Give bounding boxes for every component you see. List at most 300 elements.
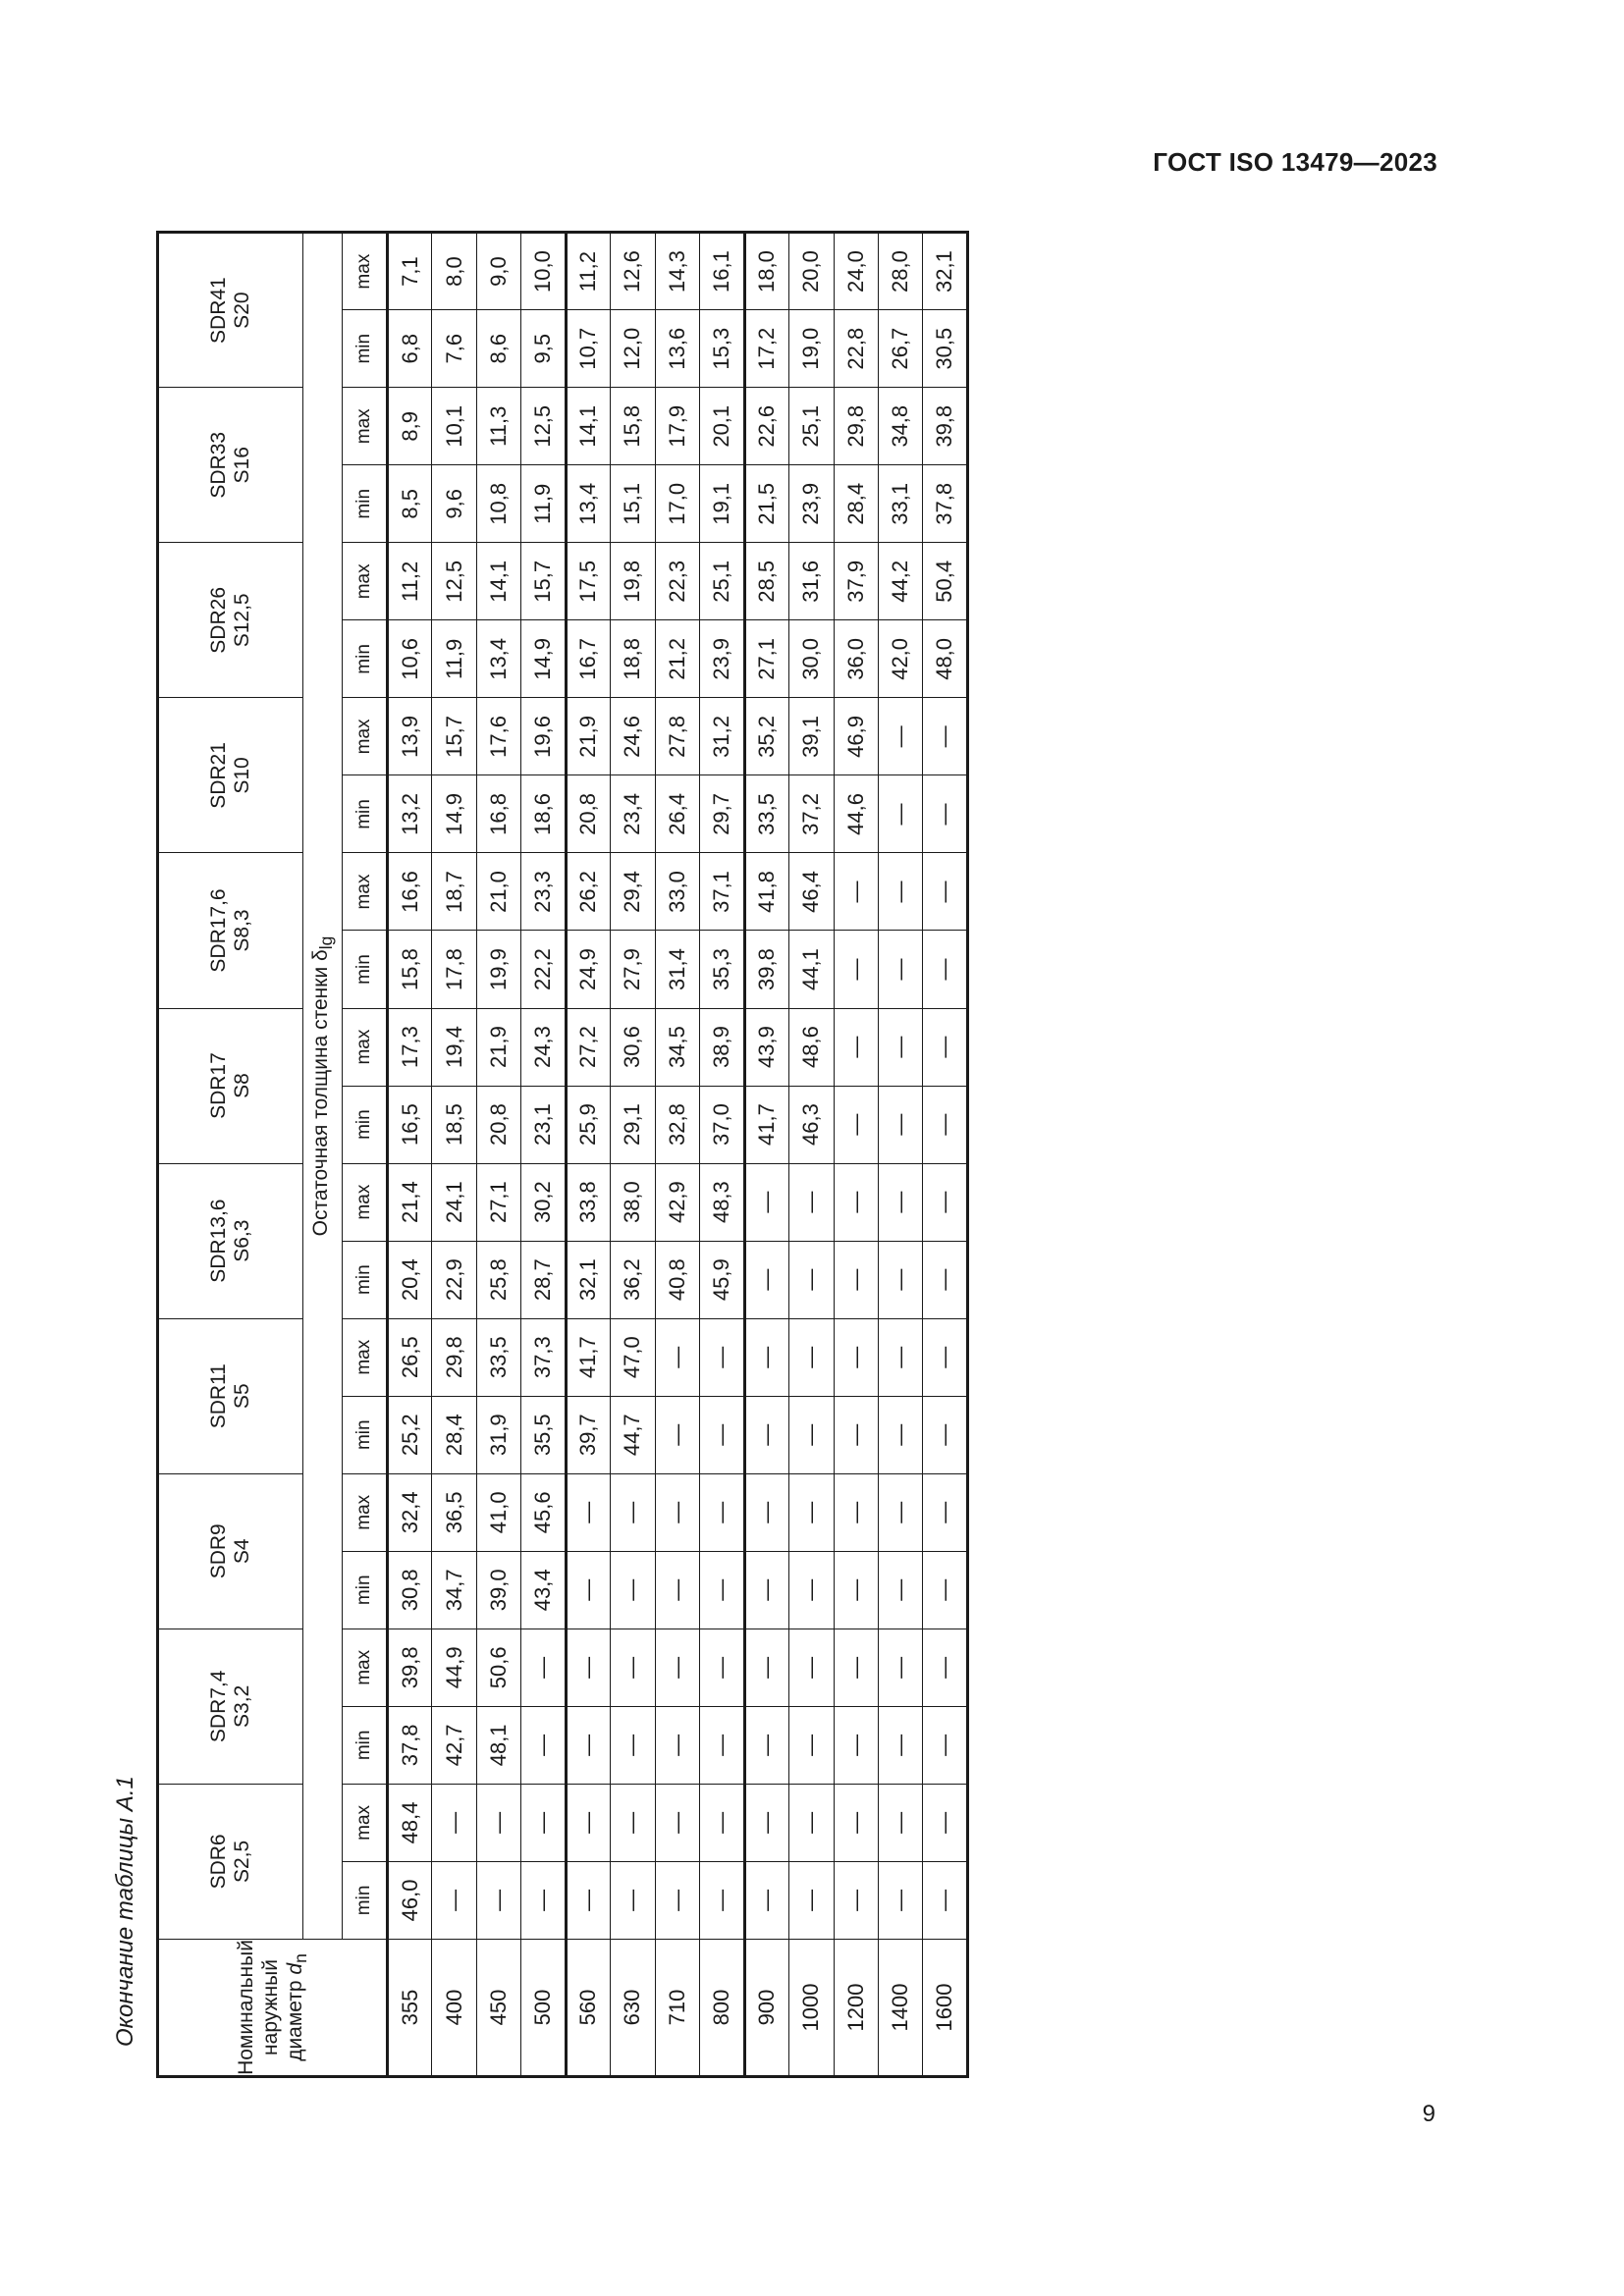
class-s: S12,5	[231, 593, 253, 648]
thickness-cell: 10,7	[566, 310, 610, 388]
thickness-cell: —	[923, 1551, 968, 1629]
thickness-cell: 44,7	[611, 1396, 655, 1473]
thickness-cell: 36,5	[432, 1473, 476, 1551]
thickness-cell: —	[744, 1551, 788, 1629]
thickness-cell: 10,1	[432, 388, 476, 465]
thickness-cell: 33,5	[476, 1318, 520, 1396]
thickness-cell: —	[700, 1629, 744, 1706]
thickness-cell: 25,1	[700, 543, 744, 620]
table-caption: Окончание таблицы А.1	[112, 1776, 138, 2047]
thickness-cell: 24,1	[432, 1163, 476, 1241]
thickness-cell: 14,9	[432, 775, 476, 853]
thickness-cell: 8,5	[388, 465, 432, 543]
thickness-cell: —	[923, 775, 968, 853]
thickness-cell: —	[878, 1706, 922, 1784]
thickness-cell: 36,2	[611, 1241, 655, 1318]
thickness-cell: 30,0	[789, 620, 834, 698]
class-s: S2,5	[231, 1840, 253, 1884]
thickness-cell: 37,8	[923, 465, 968, 543]
thickness-cell: 12,0	[611, 310, 655, 388]
thickness-cell: 34,5	[655, 1008, 699, 1086]
class-sdr: SDR7,4	[206, 1670, 230, 1743]
thickness-cell: —	[744, 1396, 788, 1473]
thickness-cell: 39,0	[476, 1551, 520, 1629]
thickness-cell: 23,1	[521, 1086, 566, 1163]
diameter-subscript: n	[291, 1953, 311, 1963]
thickness-cell: —	[744, 1241, 788, 1318]
class-sdr: SDR26	[206, 587, 230, 654]
class-header	[158, 388, 303, 543]
thickness-cell: 42,7	[432, 1706, 476, 1784]
min-header: min	[343, 1861, 388, 1939]
thickness-cell: —	[878, 1784, 922, 1861]
thickness-cell: 7,1	[388, 233, 432, 310]
thickness-cell: 16,5	[388, 1086, 432, 1163]
thickness-cell: —	[566, 1629, 610, 1706]
thickness-cell: —	[700, 1784, 744, 1861]
class-header	[158, 1318, 303, 1473]
thickness-cell: —	[923, 1629, 968, 1706]
thickness-cell: 11,2	[388, 543, 432, 620]
thickness-cell: 30,6	[611, 1008, 655, 1086]
table-row	[923, 233, 968, 2077]
thickness-cell: —	[834, 1086, 878, 1163]
thickness-cell: —	[655, 1706, 699, 1784]
table-row	[521, 233, 566, 2077]
thickness-cell: 13,6	[655, 310, 699, 388]
thickness-cell: —	[789, 1861, 834, 1939]
thickness-cell: 17,5	[566, 543, 610, 620]
thickness-cell: —	[923, 1318, 968, 1396]
max-header: max	[343, 698, 388, 775]
thickness-cell: —	[878, 1473, 922, 1551]
table-row	[476, 233, 520, 2077]
thickness-cell: —	[521, 1784, 566, 1861]
thickness-cell: 48,4	[388, 1784, 432, 1861]
thickness-cell: —	[744, 1784, 788, 1861]
diameter-cell: 1200	[834, 1939, 878, 2076]
thickness-cell: —	[655, 1396, 699, 1473]
thickness-cell: 24,0	[834, 233, 878, 310]
thickness-cell: 22,8	[834, 310, 878, 388]
diameter-header-line2: наружный	[258, 1959, 282, 2056]
thickness-cell: —	[923, 1241, 968, 1318]
class-sdr: SDR21	[206, 742, 230, 809]
thickness-cell: 17,8	[432, 931, 476, 1008]
thickness-cell: 46,9	[834, 698, 878, 775]
thickness-cell: 29,1	[611, 1086, 655, 1163]
class-s: S4	[231, 1538, 253, 1565]
thickness-cell: 39,1	[789, 698, 834, 775]
thickness-cell: 16,1	[700, 233, 744, 310]
thickness-cell: —	[834, 1629, 878, 1706]
rotated-table-wrapper	[156, 231, 969, 2078]
thickness-cell: 20,4	[388, 1241, 432, 1318]
thickness-cell: 20,1	[700, 388, 744, 465]
thickness-cell: 11,2	[566, 233, 610, 310]
thickness-cell: —	[878, 1086, 922, 1163]
thickness-cell: 16,8	[476, 775, 520, 853]
thickness-cell: 44,9	[432, 1629, 476, 1706]
thickness-cell: —	[834, 1784, 878, 1861]
thickness-cell: 37,2	[789, 775, 834, 853]
thickness-cell: —	[834, 931, 878, 1008]
thickness-cell: 48,6	[789, 1008, 834, 1086]
thickness-cell: —	[878, 1396, 922, 1473]
thickness-cell: —	[878, 1241, 922, 1318]
thickness-cell: 20,8	[566, 775, 610, 853]
thickness-cell: —	[611, 1706, 655, 1784]
thickness-cell: —	[744, 1706, 788, 1784]
thickness-cell: 41,7	[566, 1318, 610, 1396]
class-header	[158, 1473, 303, 1629]
thickness-cell: —	[744, 1318, 788, 1396]
thickness-cell: 38,0	[611, 1163, 655, 1241]
thickness-cell: 33,1	[878, 465, 922, 543]
thickness-cell: —	[611, 1551, 655, 1629]
class-header	[158, 853, 303, 1008]
class-sdr: SDR9	[206, 1523, 230, 1579]
thickness-cell: 31,6	[789, 543, 834, 620]
thickness-cell: 31,4	[655, 931, 699, 1008]
thickness-cell: —	[432, 1784, 476, 1861]
thickness-cell: —	[878, 1629, 922, 1706]
thickness-cell: 27,9	[611, 931, 655, 1008]
thickness-cell: —	[700, 1551, 744, 1629]
thickness-cell: 31,2	[700, 698, 744, 775]
thickness-cell: 17,0	[655, 465, 699, 543]
thickness-cell: 18,8	[611, 620, 655, 698]
thickness-cell: 33,5	[744, 775, 788, 853]
class-header	[158, 1784, 303, 1939]
thickness-cell: 35,2	[744, 698, 788, 775]
class-sdr: SDR17	[206, 1052, 230, 1119]
min-header: min	[343, 1086, 388, 1163]
diameter-cell: 355	[388, 1939, 432, 2076]
thickness-cell: —	[923, 698, 968, 775]
thickness-cell: 26,7	[878, 310, 922, 388]
thickness-cell: 41,8	[744, 853, 788, 931]
thickness-cell: 28,4	[432, 1396, 476, 1473]
thickness-cell: 19,1	[700, 465, 744, 543]
diameter-cell: 560	[566, 1939, 610, 2076]
thickness-cell: —	[878, 931, 922, 1008]
thickness-cell: 9,5	[521, 310, 566, 388]
thickness-cell: 35,5	[521, 1396, 566, 1473]
thickness-cell: —	[878, 1551, 922, 1629]
thickness-cell: —	[834, 853, 878, 931]
diameter-symbol: d	[284, 1962, 307, 1975]
class-header	[158, 698, 303, 853]
thickness-cell: 50,4	[923, 543, 968, 620]
max-header: max	[343, 1163, 388, 1241]
thickness-cell: 11,9	[432, 620, 476, 698]
thickness-cell: 10,6	[388, 620, 432, 698]
thickness-cell: —	[700, 1396, 744, 1473]
thickness-cell: —	[521, 1706, 566, 1784]
thickness-cell: 27,1	[476, 1163, 520, 1241]
max-header: max	[343, 1473, 388, 1551]
thickness-cell: 32,4	[388, 1473, 432, 1551]
max-header: max	[343, 543, 388, 620]
thickness-cell: —	[744, 1163, 788, 1241]
thickness-cell: 21,5	[744, 465, 788, 543]
thickness-cell: 32,1	[566, 1241, 610, 1318]
thickness-cell: 13,9	[388, 698, 432, 775]
thickness-cell: 28,7	[521, 1241, 566, 1318]
thickness-cell: 13,2	[388, 775, 432, 853]
thickness-cell: 41,7	[744, 1086, 788, 1163]
table-row	[655, 233, 699, 2077]
thickness-cell: 22,2	[521, 931, 566, 1008]
class-sdr: SDR17,6	[206, 888, 230, 973]
thickness-cell: —	[834, 1318, 878, 1396]
residual-thickness-header	[303, 233, 343, 1940]
thickness-cell: 20,0	[789, 233, 834, 310]
thickness-cell: —	[923, 931, 968, 1008]
thickness-cell: —	[700, 1706, 744, 1784]
diameter-header-line1: Номинальный	[234, 1940, 257, 2075]
max-header: max	[343, 1318, 388, 1396]
table-row	[700, 233, 744, 2077]
thickness-cell: —	[878, 775, 922, 853]
class-sdr: SDR11	[206, 1363, 230, 1429]
thickness-cell: 18,6	[521, 775, 566, 853]
thickness-cell: 45,6	[521, 1473, 566, 1551]
thickness-cell: 17,6	[476, 698, 520, 775]
thickness-cell: 19,6	[521, 698, 566, 775]
thickness-cell: —	[923, 1008, 968, 1086]
thickness-cell: 27,1	[744, 620, 788, 698]
thickness-cell: 23,3	[521, 853, 566, 931]
max-header: max	[343, 1784, 388, 1861]
thickness-cell: 14,3	[655, 233, 699, 310]
residual-subscript: lg	[315, 935, 336, 950]
thickness-cell: 28,5	[744, 543, 788, 620]
thickness-cell: 28,0	[878, 233, 922, 310]
thickness-cell: —	[655, 1473, 699, 1551]
thickness-cell: —	[611, 1629, 655, 1706]
thickness-cell: 41,0	[476, 1473, 520, 1551]
thickness-cell: 38,9	[700, 1008, 744, 1086]
thickness-cell: 27,8	[655, 698, 699, 775]
diameter-cell: 900	[744, 1939, 788, 2076]
class-sdr: SDR13,6	[206, 1199, 230, 1283]
thickness-cell: —	[923, 1861, 968, 1939]
max-header: max	[343, 233, 388, 310]
min-header: min	[343, 775, 388, 853]
thickness-cell: —	[700, 1861, 744, 1939]
thickness-cell: 39,7	[566, 1396, 610, 1473]
table-row	[611, 233, 655, 2077]
diameter-cell: 450	[476, 1939, 520, 2076]
table-row	[744, 233, 788, 2077]
thickness-cell: —	[566, 1784, 610, 1861]
thickness-cell: 47,0	[611, 1318, 655, 1396]
diameter-cell: 1400	[878, 1939, 922, 2076]
class-s: S10	[231, 757, 253, 794]
thickness-cell: —	[655, 1629, 699, 1706]
thickness-cell: —	[789, 1784, 834, 1861]
max-header: max	[343, 388, 388, 465]
page-number: 9	[1422, 2101, 1435, 2127]
thickness-cell: 46,4	[789, 853, 834, 931]
thickness-cell: 28,4	[834, 465, 878, 543]
table-row	[388, 233, 432, 2077]
max-header: max	[343, 1008, 388, 1086]
thickness-cell: 14,9	[521, 620, 566, 698]
thickness-cell: 19,4	[432, 1008, 476, 1086]
thickness-cell: 39,8	[744, 931, 788, 1008]
thickness-cell: 37,3	[521, 1318, 566, 1396]
thickness-cell: —	[878, 698, 922, 775]
wall-thickness-table	[156, 231, 969, 2078]
thickness-cell: —	[611, 1473, 655, 1551]
thickness-cell: 25,9	[566, 1086, 610, 1163]
thickness-cell: 24,9	[566, 931, 610, 1008]
thickness-cell: —	[655, 1784, 699, 1861]
thickness-cell: 29,8	[834, 388, 878, 465]
thickness-cell: —	[432, 1861, 476, 1939]
thickness-cell: —	[878, 1163, 922, 1241]
thickness-cell: 24,6	[611, 698, 655, 775]
thickness-cell: 21,0	[476, 853, 520, 931]
thickness-cell: 18,0	[744, 233, 788, 310]
thickness-cell: 34,7	[432, 1551, 476, 1629]
thickness-cell: —	[923, 1784, 968, 1861]
thickness-cell: 8,0	[432, 233, 476, 310]
thickness-cell: 15,8	[388, 931, 432, 1008]
thickness-cell: 15,8	[611, 388, 655, 465]
thickness-cell: 46,3	[789, 1086, 834, 1163]
thickness-cell: —	[521, 1861, 566, 1939]
min-header: min	[343, 1396, 388, 1473]
thickness-cell: 19,0	[789, 310, 834, 388]
diameter-cell: 1000	[789, 1939, 834, 2076]
thickness-cell: 22,9	[432, 1241, 476, 1318]
thickness-cell: —	[834, 1008, 878, 1086]
thickness-cell: 32,1	[923, 233, 968, 310]
thickness-cell: —	[476, 1861, 520, 1939]
thickness-cell: —	[834, 1861, 878, 1939]
thickness-cell: 32,8	[655, 1086, 699, 1163]
min-header: min	[343, 1551, 388, 1629]
class-sdr: SDR33	[206, 431, 230, 499]
diameter-header-line3: диаметр	[284, 1974, 307, 2061]
thickness-cell: 13,4	[566, 465, 610, 543]
thickness-cell: 30,2	[521, 1163, 566, 1241]
class-header	[158, 1163, 303, 1318]
thickness-cell: —	[789, 1629, 834, 1706]
thickness-cell: 22,3	[655, 543, 699, 620]
thickness-cell: 37,8	[388, 1706, 432, 1784]
residual-header-text: Остаточная толщина стенки	[308, 960, 332, 1237]
thickness-cell: 23,4	[611, 775, 655, 853]
thickness-cell: —	[789, 1318, 834, 1396]
thickness-cell: 8,6	[476, 310, 520, 388]
thickness-cell: 15,7	[521, 543, 566, 620]
thickness-cell: —	[655, 1551, 699, 1629]
thickness-cell: —	[789, 1551, 834, 1629]
thickness-cell: 44,6	[834, 775, 878, 853]
thickness-cell: 14,1	[476, 543, 520, 620]
thickness-cell: —	[655, 1861, 699, 1939]
thickness-cell: 35,3	[700, 931, 744, 1008]
thickness-cell: —	[566, 1473, 610, 1551]
thickness-cell: 29,4	[611, 853, 655, 931]
thickness-cell: —	[789, 1163, 834, 1241]
thickness-cell: —	[744, 1629, 788, 1706]
thickness-cell: 16,6	[388, 853, 432, 931]
residual-symbol: δ	[308, 949, 332, 961]
thickness-cell: —	[476, 1784, 520, 1861]
thickness-cell: —	[566, 1706, 610, 1784]
thickness-cell: 10,8	[476, 465, 520, 543]
thickness-cell: 50,6	[476, 1629, 520, 1706]
thickness-cell: 31,9	[476, 1396, 520, 1473]
class-s: S8,3	[231, 909, 253, 952]
thickness-cell: 44,2	[878, 543, 922, 620]
class-s: S8	[231, 1073, 253, 1098]
thickness-cell: —	[566, 1551, 610, 1629]
thickness-cell: —	[834, 1241, 878, 1318]
thickness-cell: —	[878, 853, 922, 931]
thickness-cell: —	[878, 1008, 922, 1086]
diameter-cell: 630	[611, 1939, 655, 2076]
class-header	[158, 233, 303, 388]
class-header	[158, 1008, 303, 1163]
thickness-cell: 34,8	[878, 388, 922, 465]
thickness-cell: 43,9	[744, 1008, 788, 1086]
thickness-cell: 6,8	[388, 310, 432, 388]
min-header: min	[343, 931, 388, 1008]
thickness-cell: 9,0	[476, 233, 520, 310]
thickness-cell: —	[789, 1706, 834, 1784]
class-s: S16	[231, 447, 253, 484]
thickness-cell: —	[566, 1861, 610, 1939]
diameter-cell: 710	[655, 1939, 699, 2076]
thickness-cell: 12,5	[432, 543, 476, 620]
thickness-cell: 18,5	[432, 1086, 476, 1163]
thickness-cell: 39,8	[923, 388, 968, 465]
thickness-cell: —	[789, 1396, 834, 1473]
table-row	[432, 233, 476, 2077]
thickness-cell: 25,1	[789, 388, 834, 465]
thickness-cell: 29,7	[700, 775, 744, 853]
table-row	[789, 233, 834, 2077]
thickness-cell: 44,1	[789, 931, 834, 1008]
class-header	[158, 1629, 303, 1784]
thickness-cell: 21,9	[476, 1008, 520, 1086]
thickness-cell: —	[700, 1473, 744, 1551]
thickness-cell: 37,0	[700, 1086, 744, 1163]
class-s: S6,3	[231, 1219, 253, 1262]
thickness-cell: 24,3	[521, 1008, 566, 1086]
class-s: S20	[231, 292, 253, 329]
thickness-cell: 17,3	[388, 1008, 432, 1086]
thickness-cell: —	[878, 1861, 922, 1939]
thickness-cell: 22,6	[744, 388, 788, 465]
thickness-cell: 46,0	[388, 1861, 432, 1939]
class-s: S5	[231, 1383, 253, 1410]
thickness-cell: —	[923, 1163, 968, 1241]
diameter-cell: 1600	[923, 1939, 968, 2076]
thickness-cell: 37,1	[700, 853, 744, 931]
thickness-cell: 21,2	[655, 620, 699, 698]
document-id: ГОСТ ISO 13479—2023	[1153, 147, 1437, 177]
max-header: max	[343, 853, 388, 931]
thickness-cell: —	[521, 1629, 566, 1706]
